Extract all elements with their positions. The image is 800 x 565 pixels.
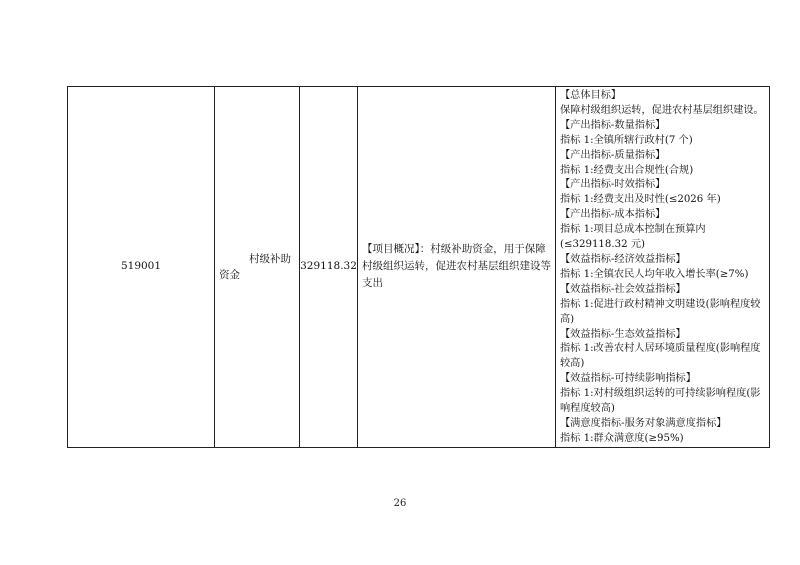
table-row	[68, 87, 770, 448]
target-line: 指标 1:经费支出及时性(≤2026 年)	[560, 194, 721, 206]
target-line: 【总体目标】	[560, 90, 622, 101]
project-overview: 【项目概况】：村级补助资金，用于保障村级组织运转，促进农村基层组织建设等支出	[362, 243, 551, 290]
target-line: 指标 1:对村级组织运转的可持续影响程度(影响程度较高)	[560, 388, 761, 415]
page-number: 26	[393, 498, 407, 509]
target-line: 指标 1:项目总成本控制在预算内(≤329118.32 元)	[560, 224, 706, 251]
target-line: 【产出指标-数量指标】	[560, 119, 666, 131]
performance-targets-cell	[556, 87, 770, 448]
target-line: 【效益指标-社会效益指标】	[560, 283, 686, 295]
target-line: 【效益指标-经济效益指标】	[560, 253, 686, 265]
target-line: 指标 1:促进行政村精神文明建设(影响程度较高)	[560, 298, 761, 325]
project-overview-cell	[358, 87, 556, 448]
target-line: 指标 1:全镇所辖行政村(7 个)	[560, 134, 693, 146]
project-code-cell	[68, 87, 215, 448]
target-line: 【产出指标-质量指标】	[560, 149, 666, 161]
target-line: 保障村级组织运转，促进农村基层组织建设。	[560, 104, 764, 116]
project-amount: 329118.32	[300, 260, 357, 273]
target-line: 【产出指标-成本指标】	[560, 209, 666, 221]
project-amount-cell	[300, 87, 358, 448]
target-line: 【满意度指标-服务对象满意度指标】	[560, 417, 727, 429]
project-name-cell	[215, 87, 300, 448]
project-name: 村级补助资金	[219, 252, 291, 281]
target-line: 指标 1:群众满意度(≥95%)	[560, 432, 684, 444]
target-line: 【效益指标-可持续影响指标】	[560, 373, 696, 385]
target-line: 【产出指标-时效指标】	[560, 179, 666, 191]
target-line: 指标 1:改善农村人居环境质量程度(影响程度较高)	[560, 343, 761, 370]
target-line: 指标 1:全镇农民人均年收入增长率(≥7%)	[560, 268, 749, 280]
project-budget-table	[67, 86, 770, 448]
project-code: 519001	[120, 260, 162, 273]
target-line: 指标 1:经费支出合规性(合规)	[560, 164, 694, 176]
target-line: 【效益指标-生态效益指标】	[560, 328, 686, 340]
